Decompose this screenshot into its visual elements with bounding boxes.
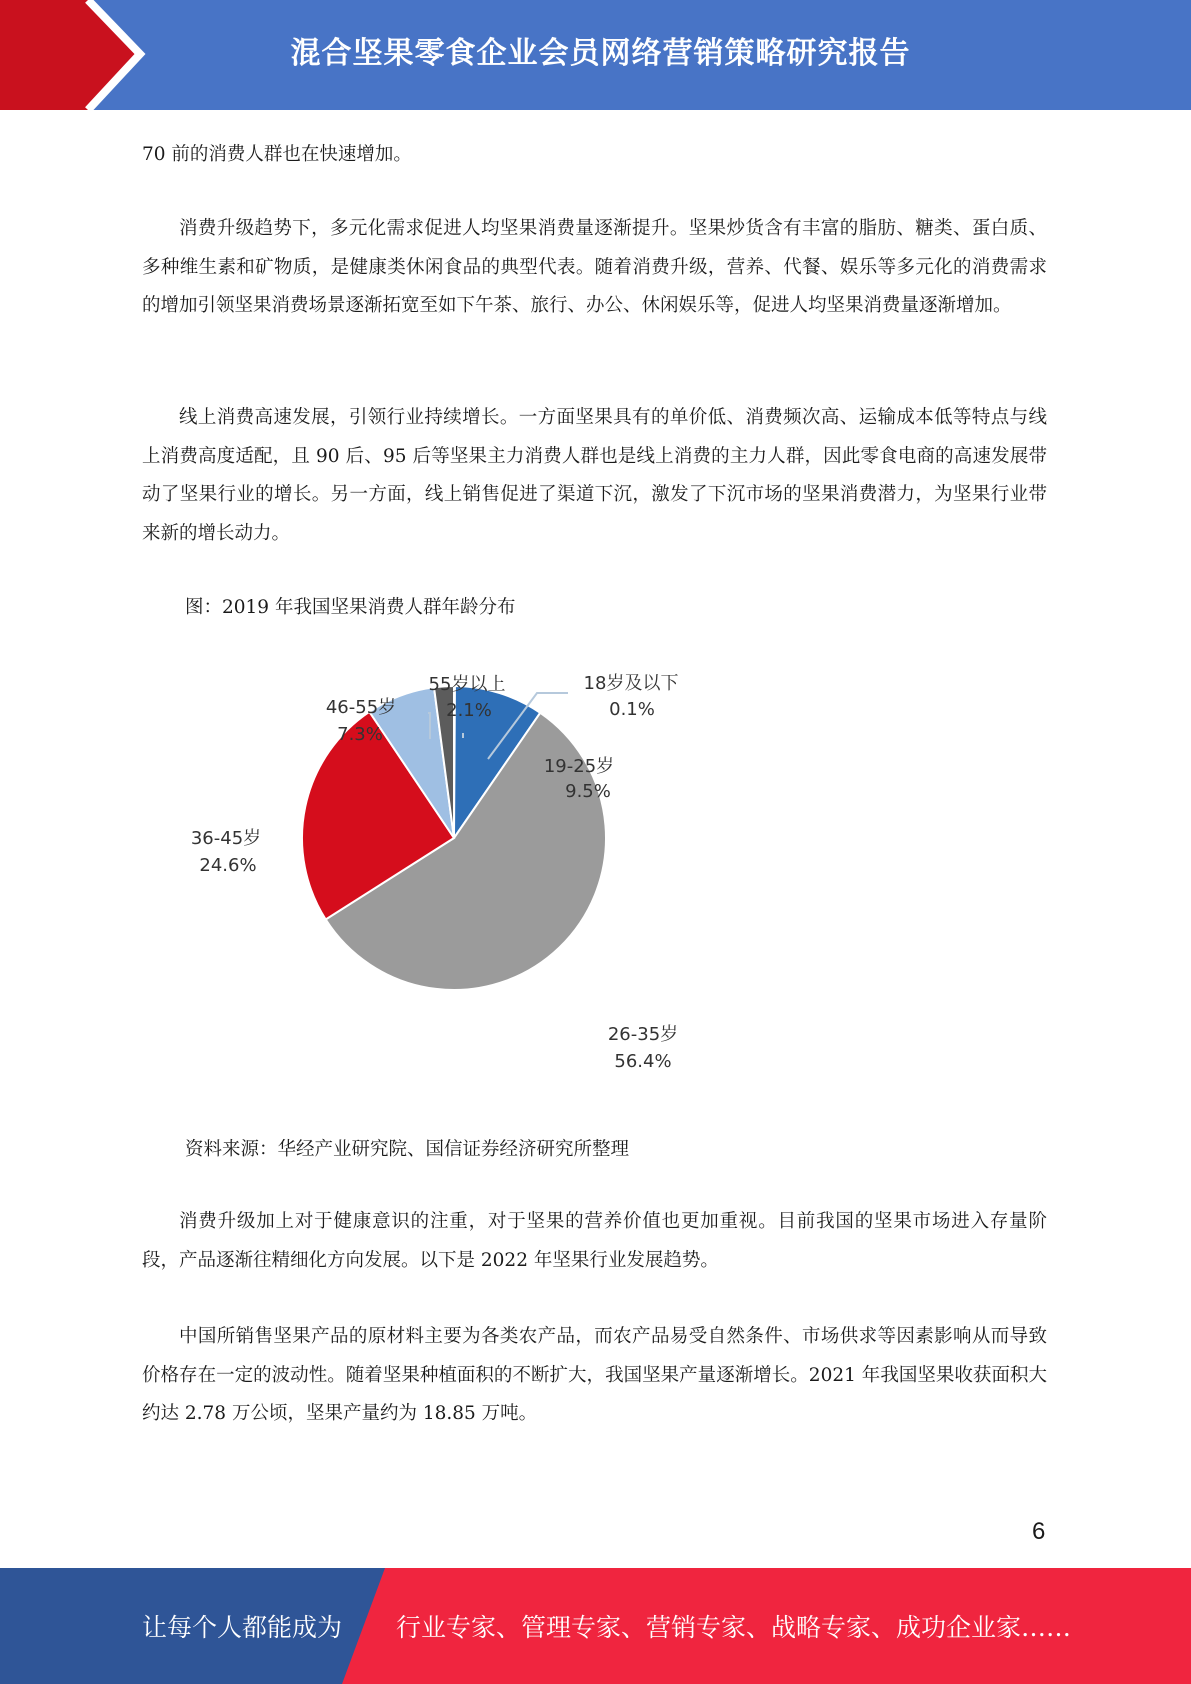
age-distribution-pie-chart — [170, 648, 710, 1088]
paragraph-raw-materials: 中国所销售坚果产品的原材料主要为各类农产品，而农产品易受自然条件、市场供求等因素影响从而导致价格存在一定的波动性。随着坚果种植面积的不断扩大，我国坚果产量逐渐增长。2021 年我国坚果收获面积大约达 2.78 万公顷，坚果产量约为 18.85 万吨。 — [142, 1326, 1047, 1424]
label-name-19-25: 19-25岁 — [543, 756, 615, 777]
paragraph-consumption-upgrade: 消费升级趋势下，多元化需求促进人均坚果消费量逐渐提升。坚果炒货含有丰富的脂肪、糖类、蛋白质、多种维生素和矿物质，是健康类休闲食品的典型代表。随着消费升级，营养、代餐、娱乐等多元化的消费需求的增加引领坚果消费场景逐渐拓宽至如下午茶、旅行、办公、休闲娱乐等，促进人均坚果消费量逐渐增加。 — [142, 218, 1047, 316]
figure-caption: 图：2019 年我国坚果消费人群年龄分布 — [185, 597, 516, 618]
page-footer — [0, 1568, 1191, 1684]
source-note: 资料来源：华经产业研究院、国信证券经济研究所整理 — [185, 1139, 630, 1160]
paragraph-online-consumption: 线上消费高速发展，引领行业持续增长。一方面坚果具有的单价低、消费频次高、运输成本低等特点与线上消费高度适配，且 90 后、95 后等坚果主力消费人群也是线上消费的主力人群，因此零食电商的高速发展带动了坚果行业的增长。另一方面，线上销售促进了渠道下沉，激发了下沉市场的坚果消费潜力，为坚果行业带来新的增长动力。 — [142, 407, 1047, 544]
label-value-19-25: 9.5% — [565, 781, 611, 802]
footer-slogan-right: 行业专家、管理专家、营销专家、战略专家、成功企业家…… — [396, 1613, 1072, 1642]
label-name-36-45: 36-45岁 — [190, 828, 262, 849]
paragraph-health-awareness: 消费升级加上对于健康意识的注重，对于坚果的营养价值也更加重视。目前我国的坚果市场进入存量阶段，产品逐渐往精细化方向发展。以下是 2022 年坚果行业发展趋势。 — [142, 1211, 1047, 1271]
paragraph-continuation: 70 前的消费人群也在快速增加。 — [142, 144, 412, 165]
report-title: 混合坚果零食企业会员网络营销策略研究报告 — [290, 36, 911, 71]
page-number: 6 — [1032, 1518, 1046, 1545]
label-name-26-35: 26-35岁 — [607, 1024, 679, 1045]
label-name-55plus: 55岁以上 — [428, 674, 506, 695]
label-name-46-55: 46-55岁 — [325, 697, 397, 718]
header-arrow-decoration — [0, 0, 160, 110]
label-value-26-35: 56.4% — [614, 1051, 672, 1072]
footer-slogan-left: 让每个人都能成为 — [142, 1613, 343, 1642]
label-value-36-45: 24.6% — [199, 855, 257, 876]
label-value-55plus: 2.1% — [446, 700, 492, 721]
label-name-under18: 18岁及以下 — [583, 673, 679, 694]
label-value-under18: 0.1% — [609, 699, 655, 720]
page-header — [0, 0, 1191, 110]
label-value-46-55: 7.3% — [337, 724, 383, 745]
